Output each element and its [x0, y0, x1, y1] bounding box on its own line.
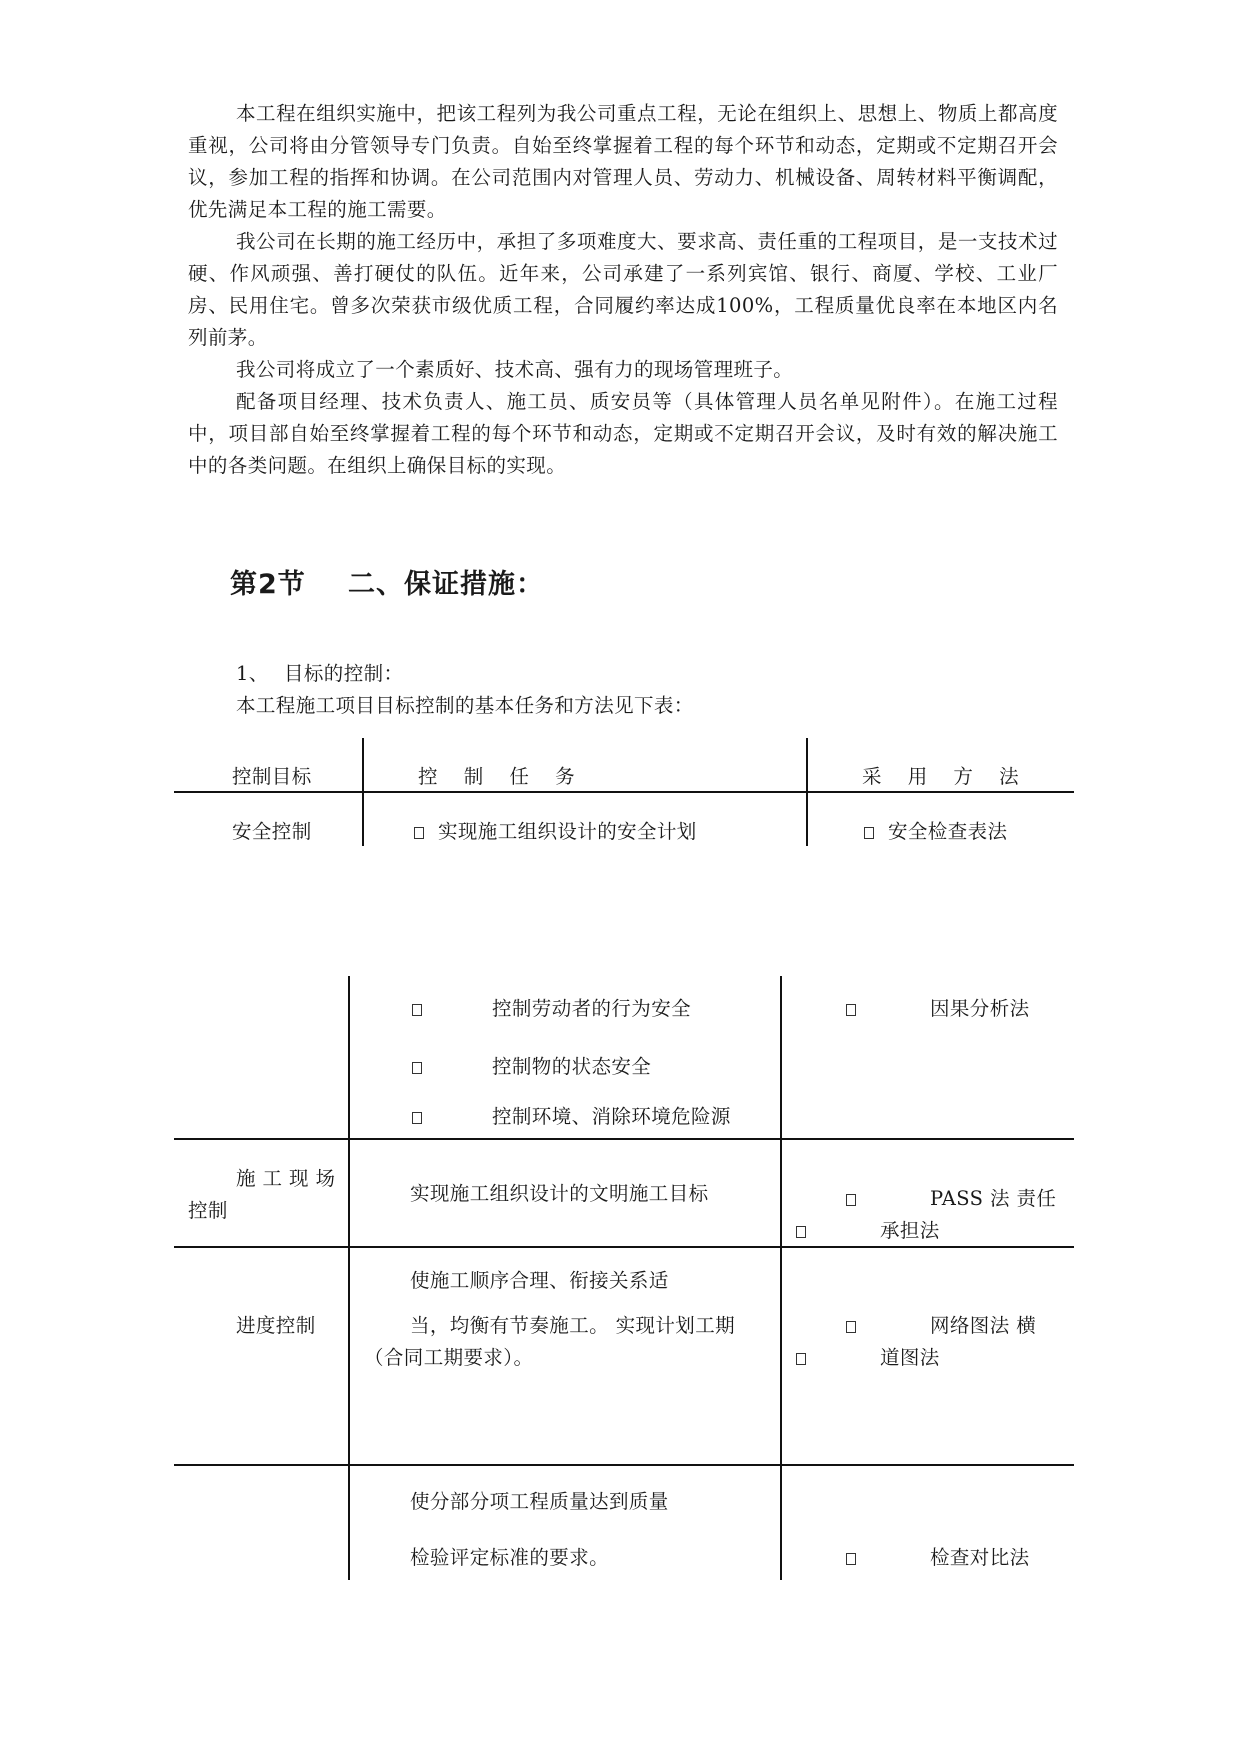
cell-progress-method-line1: 网络图法 横 — [846, 1310, 1036, 1338]
cell-progress-target: 进度控制 — [236, 1314, 316, 1337]
cell-site-method-line1: PASS 法 责任 — [846, 1183, 1056, 1211]
cell-site-method-line2: 承担法 — [796, 1215, 940, 1243]
checkbox-icon — [412, 1062, 422, 1074]
cell-progress-task-line1: 使施工顺序合理、衔接关系适 — [410, 1269, 669, 1292]
table-rule — [174, 1138, 1074, 1140]
checkbox-icon — [846, 1194, 856, 1206]
paragraph-experience: 我公司在长期的施工经历中，承担了多项难度大、要求高、责任重的工程项目，是一支技术过硬、作风顽强、善打硬仗的队伍。近年来，公司承建了一系列宾馆、银行、商厦、学校、工业厂房、民用住宅。曾多次荣获市级优质工程，合同履约率达成100%，工程质量优良率在本地区内名列前茅。 — [188, 230, 1058, 349]
cell-quality-method: 检查对比法 — [846, 1542, 1030, 1570]
cell-site-target-line1: 施 工 现 场 — [236, 1167, 336, 1190]
checkbox-icon — [846, 1004, 856, 1016]
checkbox-icon — [414, 827, 424, 839]
table-intro: 本工程施工项目目标控制的基本任务和方法见下表： — [236, 694, 694, 717]
item-label: 目标的控制： — [284, 662, 404, 685]
checkbox-icon — [796, 1226, 806, 1238]
checkbox-icon — [846, 1553, 856, 1565]
header-control-target: 控制目标 — [232, 765, 312, 788]
table-rule — [174, 1246, 1074, 1248]
cell-safety-task-3: 控制环境、消除环境危险源 — [412, 1101, 731, 1129]
section-heading — [230, 562, 544, 601]
item-index: 1、 — [236, 662, 269, 685]
table-divider — [780, 976, 782, 1580]
cell-safety-task-2: 控制物的状态安全 — [412, 1051, 651, 1079]
cell-safety-method: 安全检查表法 — [864, 816, 1007, 844]
header-control-task: 控 制 任 务 — [418, 765, 585, 788]
section-number: 第2节 — [230, 569, 306, 600]
paragraph-staffing: 配备项目经理、技术负责人、施工员、质安员等（具体管理人员名单见附件）。在施工过程中，项目部自始至终掌握着工程的每个环节和动态，定期或不定期召开会议，及时有效的解决施工中的各类问题。在组织上确保目标的实现。 — [188, 390, 1058, 477]
table-divider — [348, 976, 350, 1580]
cell-safety-task-1: 控制劳动者的行为安全 — [412, 993, 691, 1021]
item-heading — [236, 658, 403, 686]
cell-progress-method-line2: 道图法 — [796, 1342, 940, 1370]
table-rule — [174, 791, 1074, 793]
header-method: 采 用 方 法 — [862, 765, 1029, 788]
checkbox-icon — [846, 1321, 856, 1333]
cell-progress-task-line2: 当，均衡有节奏施工。 实现计划工期 — [410, 1314, 735, 1337]
cell-safety-target: 安全控制 — [232, 820, 312, 843]
cell-safety-method-2: 因果分析法 — [846, 993, 1030, 1021]
paragraph-management-team: 我公司将成立了一个素质好、技术高、强有力的现场管理班子。 — [236, 358, 794, 381]
section-title: 二、保证措施： — [348, 569, 544, 600]
checkbox-icon — [412, 1112, 422, 1124]
cell-quality-task-line2: 检验评定标准的要求。 — [410, 1546, 610, 1569]
checkbox-icon — [796, 1353, 806, 1365]
paragraph-organization: 本工程在组织实施中，把该工程列为我公司重点工程，无论在组织上、思想上、物质上都高度重视，公司将由分管领导专门负责。自始至终掌握着工程的每个环节和动态，定期或不定期召开会议，参加工程的指挥和协调。在公司范围内对管理人员、劳动力、机械设备、周转材料平衡调配，优先满足本工程的施工需要。 — [188, 102, 1058, 221]
cell-quality-task-line1: 使分部分项工程质量达到质量 — [410, 1490, 669, 1513]
cell-progress-task-line3: （合同工期要求）。 — [364, 1346, 534, 1369]
table-rule — [174, 1464, 1074, 1466]
checkbox-icon — [412, 1004, 422, 1016]
cell-safety-task: 实现施工组织设计的安全计划 — [414, 816, 697, 844]
checkbox-icon — [864, 827, 874, 839]
cell-site-target-line2: 控制 — [188, 1199, 228, 1222]
cell-site-task: 实现施工组织设计的文明施工目标 — [410, 1182, 709, 1205]
